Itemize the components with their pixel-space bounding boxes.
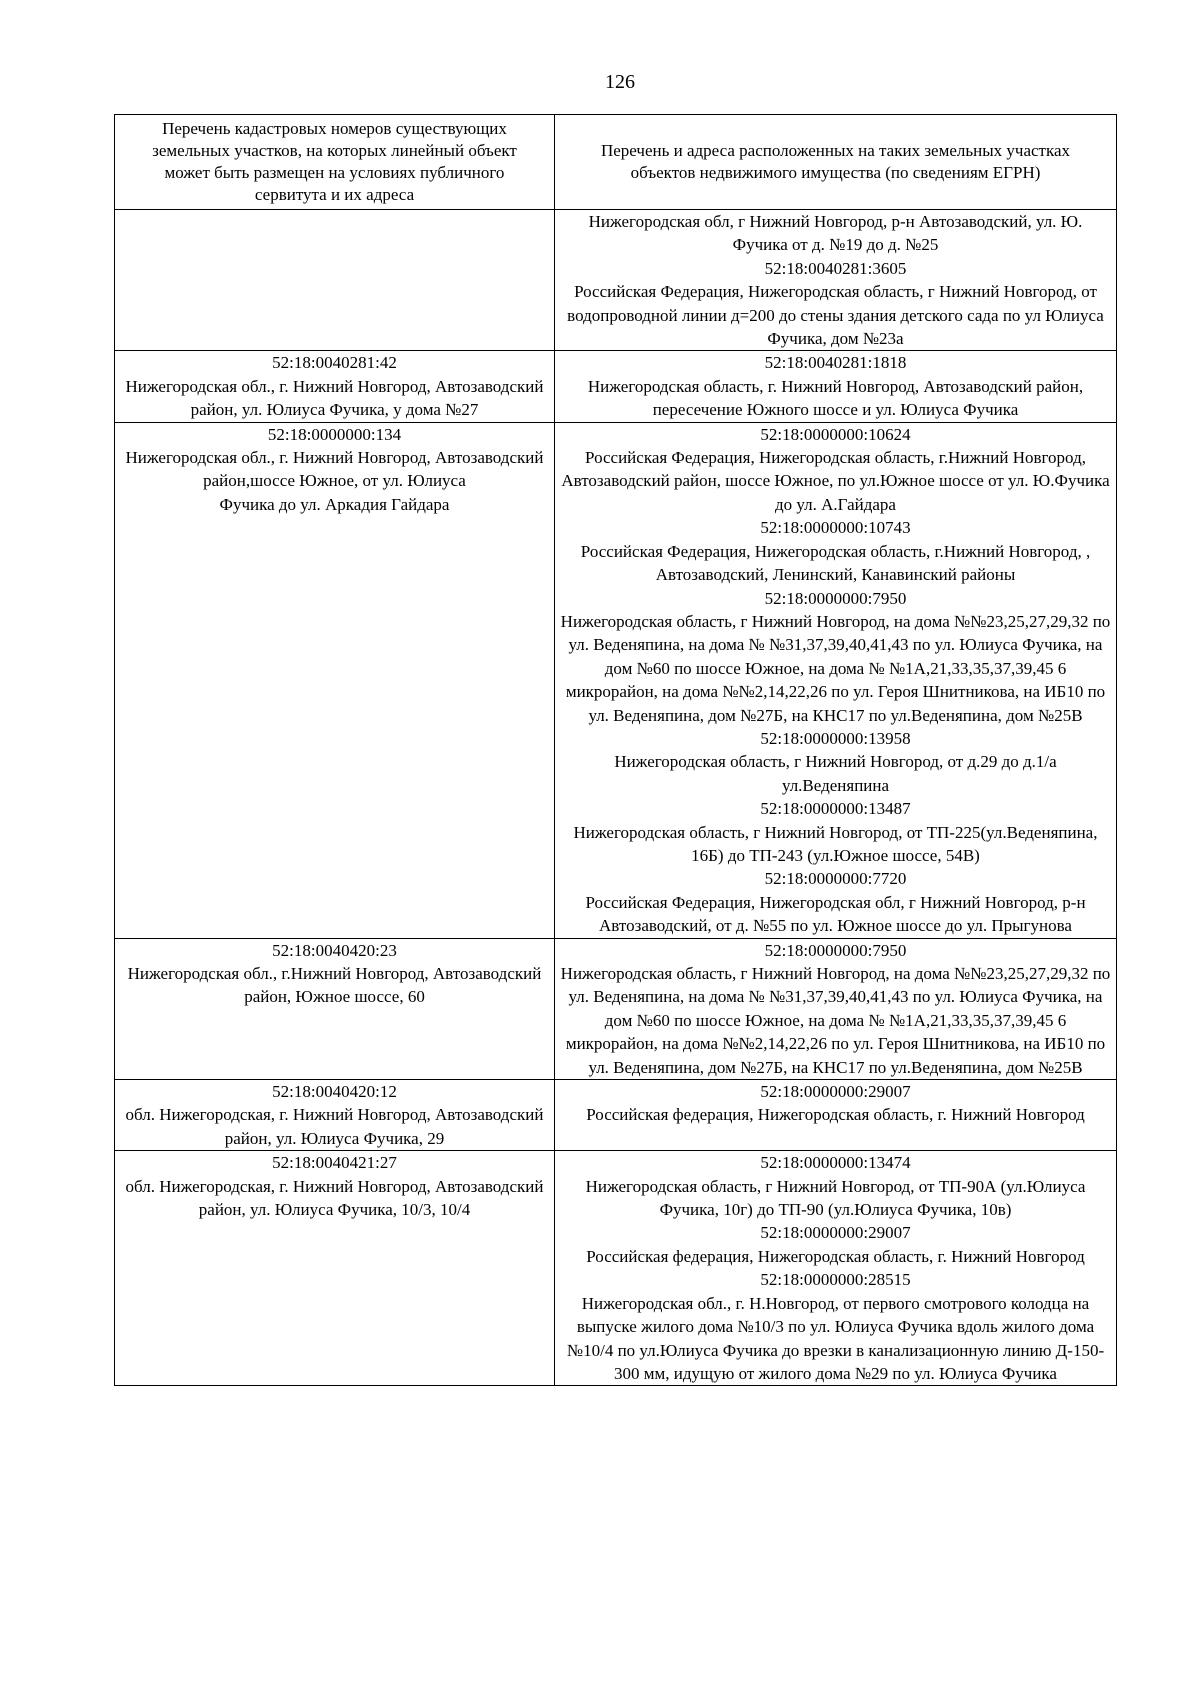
address-text: 52:18:0040281:3605 [764,258,907,278]
land-plot-cell [115,1151,555,1386]
address-text: Нижегородская область, г Нижний Новгород, от ТП-225(ул.Веденяпина, 16Б) до ТП-243 (ул.Южное шоссе, 54В) [573,822,1098,865]
cadastral-number: 52:18:0000000:28515 [760,1270,911,1290]
header-real-estate-objects: Перечень и адреса расположенных на таких земельных участках объектов недвижимого имущества (по сведениям ЕГРН) [555,115,1117,210]
address-text: Фучика до ул. Аркадия Гайдара [219,494,450,514]
cadastral-number: 52:18:0040421:27 [272,1153,397,1173]
table-body [115,210,1117,1386]
land-plot-cell [115,938,555,1079]
cadastral-number: 52:18:0000000:7720 [764,869,907,889]
table-row [115,1151,1117,1386]
cadastral-number: 52:18:0000000:29007 [760,1082,911,1102]
address-text: Нижегородская обл, г Нижний Новгород, р-н Автозаводский, ул. Ю. Фучика от д. №19 до д. №25 [588,212,1083,255]
address-text: Российская Федерация, Нижегородская область, г.Нижний Новгород, , Автозаводский, Ленинский, Канавинский районы [580,541,1091,585]
address-text: Нижегородская область, г. Нижний Новгород, Автозаводский район, пересечение Южного шоссе и ул. Юлиуса Фучика [587,376,1084,420]
land-plot-cell [115,1080,555,1151]
address-text: Нижегородская обл., г.Нижний Новгород, Автозаводский район, Южное шоссе, 60 [127,964,542,1007]
cadastral-number: 52:18:0000000:29007 [760,1223,911,1243]
address-text: Нижегородская область, г Нижний Новгород, на дома №№23,25,27,29,32 по ул. Веденяпина, на дома № №31,37,39,40,41,43 по ул. Юлиуса Фучика, на дом №60 по шоссе Южное, на дома № №1А,21,33,35,37,39,45 6 микрорайон, на дома №№2,14,22,26 по ул. Героя Шнитникова, на ИБ10 по ул. Веденяпина, дом №27Б, на КНС17 по ул.Веденяпина, дом №25В [560,611,1111,725]
header-row [115,115,1117,210]
address-text: Нижегородская область, г Нижний Новгород, на дома №№23,25,27,29,32 по ул. Веденяпина, на дома № №31,37,39,40,41,43 по ул. Юлиуса Фучика, на дом №60 по шоссе Южное, на дома № №1А,21,33,35,37,39,45 6 микрорайон, на дома №№2,14,22,26 по ул. Героя Шнитникова, на ИБ10 по ул. Веденяпина, дом №27Б, на КНС17 по ул.Веденяпина, дом №25В [560,964,1111,1077]
table-header [115,115,1117,210]
cadastral-number: 52:18:0000000:10624 [760,424,911,444]
land-plot-cell [115,351,555,422]
land-plot-cell [115,210,555,351]
cadastral-number: 52:18:0000000:10743 [760,518,911,538]
address-text: Нижегородская область, г Нижний Новгород, от ТП-90А (ул.Юлиуса Фучика, 10г) до ТП-90 (ул.Юлиуса Фучика, 10в) [585,1176,1086,1220]
address-text: Нижегородская обл., г. Нижний Новгород, Автозаводский район, ул. Юлиуса Фучика, у дома №27 [125,376,544,420]
address-text: Российская Федерация, Нижегородская область, г.Нижний Новгород, Автозаводский район, шоссе Южное, по ул.Южное шоссе от ул. Ю.Фучика до ул. А.Гайдара [561,448,1110,514]
real-estate-cell [555,938,1117,1079]
real-estate-cell [555,1080,1117,1151]
cadastral-number: 52:18:0000000:7950 [764,588,907,608]
page-number: 126 [605,71,635,93]
address-text: обл. Нижегородская, г. Нижний Новгород, Автозаводский район, ул. Юлиуса Фучика, 10/3, 10/4 [125,1176,544,1220]
cadastral-number: 52:18:0040420:23 [272,940,397,960]
cadastral-number: 52:18:0040420:12 [272,1082,397,1102]
address-text: Российская федерация, Нижегородская область, г. Нижний Новгород [586,1246,1085,1266]
cadastral-number: 52:18:0000000:13487 [760,799,911,819]
cadastral-number: 52:18:0000000:134 [267,424,402,444]
real-estate-cell [555,422,1117,938]
address-text: Российская федерация, Нижегородская область, г. Нижний Новгород [586,1105,1085,1125]
table-row [115,210,1117,351]
cadastral-number: 52:18:0040281:42 [272,353,397,373]
real-estate-cell [555,210,1117,351]
address-text: Нижегородская обл., г. Н.Новгород, от первого смотрового колодца на выпуске жилого дома №10/3 по ул. Юлиуса Фучика вдоль жилого дома №10/4 по ул.Юлиуса Фучика до врезки в канализационную линию Д-150-300 мм, идущую от жилого дома №29 по ул. Юлиуса Фучика [566,1293,1105,1383]
header-cadastral-numbers: Перечень кадастровых номеров существующих земельных участков, на которых линейный объект может быть размещен на условиях публичного сервитута и их адреса [115,115,555,210]
cadastral-number: 52:18:0000000:13958 [760,728,911,748]
table-row [115,938,1117,1079]
address-text: Нижегородская область, г Нижний Новгород, от д.29 до д.1/а ул.Веденяпина [614,752,1057,795]
cadastral-number: 52:18:0000000:7950 [764,940,907,960]
land-plot-cell [115,422,555,938]
table-row [115,1080,1117,1151]
cadastral-number: 52:18:0040281:1818 [764,353,907,373]
real-estate-cell [555,1151,1117,1386]
address-text: Нижегородская обл., г. Нижний Новгород, Автозаводский район,шоссе Южное, от ул. Юлиуса [125,448,544,491]
table-row [115,351,1117,422]
address-text: обл. Нижегородская, г. Нижний Новгород, Автозаводский район, ул. Юлиуса Фучика, 29 [125,1105,544,1148]
cadastral-table [114,114,1117,1386]
cadastral-number: 52:18:0000000:13474 [760,1153,911,1173]
address-text: Российская Федерация, Нижегородская обл, г Нижний Новгород, р-н Автозаводский, от д. №55 по ул. Южное шоссе до ул. Прыгунова [585,892,1086,936]
address-text: Российская Федерация, Нижегородская область, г Нижний Новгород, от водопроводной линии д=200 до стены здания детского сада по ул Юлиуса Фучика, дом №23а [567,282,1104,349]
table-row [115,422,1117,938]
real-estate-cell [555,351,1117,422]
